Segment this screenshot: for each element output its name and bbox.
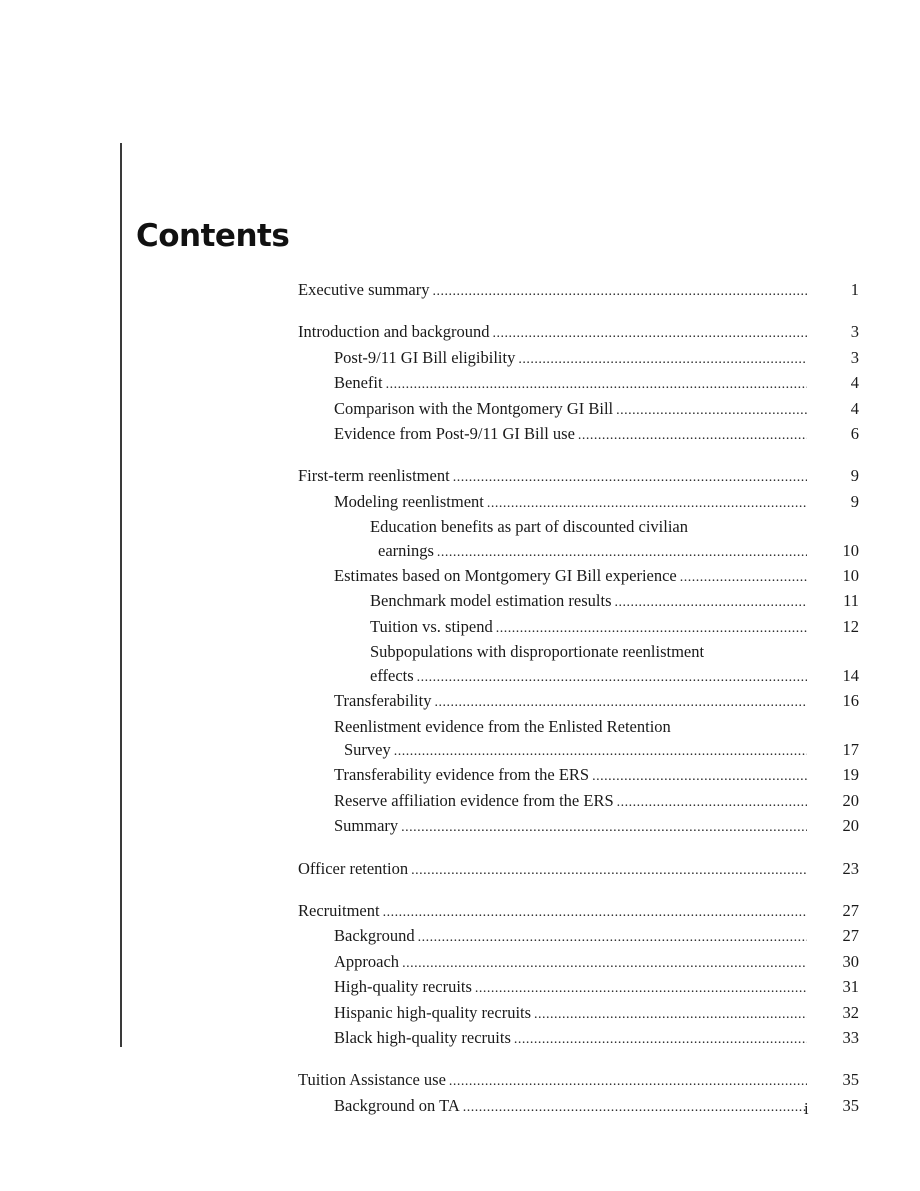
dot-leader [417,664,807,689]
toc-entry-label: Tuition vs. stipend [370,616,493,636]
toc-entry-background-ta[interactable] [298,1094,866,1119]
toc-entry-label: High-quality recruits [334,977,472,997]
toc-entry-executive-summary[interactable] [298,278,866,303]
toc-entry-page: 30 [842,951,859,971]
dot-leader [487,490,807,515]
dot-leader [411,857,807,882]
toc-entry-label: Post-9/11 GI Bill eligibility [334,347,516,367]
toc-entry-education-line1[interactable]: Education benefits as part of discounted civilian [370,517,688,537]
dot-leader [402,950,807,975]
dot-leader [433,278,807,303]
toc-entry-page: 4 [850,373,859,393]
toc-section-recruitment [298,899,866,1051]
toc-entry-subpopulations-effects[interactable] [298,664,866,689]
toc-entry-page: 31 [842,977,859,997]
toc-entry-page: 17 [842,739,859,759]
left-margin-rule [120,143,122,1047]
toc-entry-page: 6 [850,424,859,444]
toc-entry-education-earnings[interactable] [298,539,866,564]
toc-entry-page: 23 [842,858,859,878]
dot-leader [383,899,807,924]
toc-entry-page: 12 [842,616,859,636]
toc-entry-page: 1 [850,280,859,299]
toc-entry-page: 11 [843,591,859,611]
toc-entry-evidence[interactable] [298,422,866,447]
toc-entry-label: First-term reenlistment [298,466,450,486]
dot-leader [493,320,807,345]
toc-entry-benchmark[interactable] [298,589,866,614]
toc-entry-label: effects [370,665,414,685]
toc-section-introduction [298,320,866,447]
toc-entry-page: 9 [850,466,859,486]
toc-entry-page: 16 [842,691,859,711]
table-of-contents [298,278,866,1136]
toc-entry-label: Reserve affiliation evidence from the ERS [334,790,614,810]
toc-entry-benefit[interactable] [298,371,866,396]
toc-entry-label: Hispanic high-quality recruits [334,1002,532,1022]
toc-entry-page: 32 [842,1002,859,1022]
toc-entry-summary[interactable] [298,814,866,839]
toc-entry-page: 20 [842,790,859,810]
dot-leader [534,1001,807,1026]
toc-entry-modeling[interactable] [298,490,866,515]
toc-entry-page: 4 [850,398,859,418]
dot-leader [453,464,807,489]
toc-entry-first-term-reenlistment[interactable] [298,464,866,489]
toc-entry-estimates[interactable] [298,564,866,589]
toc-entry-tuition-stipend[interactable] [298,615,866,640]
toc-entry-eligibility[interactable] [298,346,866,371]
toc-entry-introduction[interactable] [298,320,866,345]
toc-entry-label: Estimates based on Montgomery GI Bill experience [334,566,677,586]
toc-section-executive-summary [298,278,866,303]
dot-leader [394,738,807,763]
toc-entry-label: Approach [334,951,400,971]
toc-entry-label: Survey [344,739,391,759]
toc-entry-background[interactable] [298,924,866,949]
toc-entry-label: Black high-quality recruits [334,1027,511,1047]
toc-entry-hispanic[interactable] [298,1001,866,1026]
toc-entry-page: 10 [842,566,859,586]
toc-entry-label: earnings [378,540,434,560]
toc-entry-label: Executive summary [298,280,430,299]
dot-leader [617,789,807,814]
toc-entry-recruitment[interactable] [298,899,866,924]
toc-entry-high-quality[interactable] [298,975,866,1000]
dot-leader [514,1026,807,1051]
toc-entry-comparison[interactable] [298,397,866,422]
dot-leader [386,371,807,396]
toc-entry-ers-line1[interactable]: Reenlistment evidence from the Enlisted Retention [334,716,671,736]
toc-entry-label: Background on TA [334,1095,460,1115]
dot-leader [578,422,807,447]
dot-leader [592,763,807,788]
dot-leader [449,1068,807,1093]
toc-entry-label: Tuition Assistance use [298,1070,446,1090]
toc-entry-label: Background [334,926,415,946]
toc-entry-label: Benefit [334,373,383,393]
toc-section-first-term [298,464,866,839]
toc-entry-page: 35 [842,1095,859,1115]
toc-entry-page: 20 [842,816,859,836]
page-title: Contents [136,218,290,254]
toc-entry-label: Transferability evidence from the ERS [334,765,590,785]
toc-entry-label: Summary [334,816,399,836]
dot-leader [418,924,807,949]
toc-entry-transferability[interactable] [298,689,866,714]
toc-entry-black[interactable] [298,1026,866,1051]
dot-leader [437,539,807,564]
dot-leader [434,689,807,714]
toc-entry-page: 10 [842,540,859,560]
toc-entry-officer-retention[interactable] [298,857,866,882]
dot-leader [616,397,807,422]
toc-entry-page: 19 [842,765,859,785]
toc-entry-page: 3 [850,347,859,367]
toc-entry-transferability-ers[interactable] [298,763,866,788]
toc-section-officer-retention [298,857,866,882]
dot-leader [401,814,807,839]
toc-entry-label: Comparison with the Montgomery GI Bill [334,398,614,418]
dot-leader [680,564,807,589]
toc-entry-label: Officer retention [298,858,409,878]
toc-section-tuition-assistance [298,1068,866,1119]
toc-entry-label: Transferability [334,691,432,711]
toc-entry-label: Recruitment [298,900,380,920]
dot-leader [615,589,808,614]
toc-entry-subpopulations-line1[interactable]: Subpopulations with disproportionate reenlistment [370,642,705,662]
toc-entry-label: Benchmark model estimation results [370,591,612,611]
toc-entry-ers-survey[interactable] [298,738,866,763]
dot-leader [463,1094,807,1119]
dot-leader [475,975,807,1000]
toc-entry-label: Introduction and background [298,322,490,342]
dot-leader [496,615,807,640]
toc-entry-tuition-assistance[interactable] [298,1068,866,1093]
toc-entry-label: Evidence from Post-9/11 GI Bill use [334,424,575,444]
toc-entry-page: 33 [842,1027,859,1047]
page-folio: i [804,1099,809,1118]
toc-entry-page: 14 [842,665,859,685]
toc-entry-page: 27 [842,900,859,920]
toc-entry-reserve-ers[interactable] [298,789,866,814]
toc-entry-approach[interactable] [298,950,866,975]
toc-entry-page: 27 [842,926,859,946]
toc-entry-label: Modeling reenlistment [334,491,484,511]
toc-entry-page: 35 [842,1070,859,1090]
dot-leader [518,346,807,371]
toc-entry-page: 9 [850,491,859,511]
toc-entry-page: 3 [850,322,859,342]
